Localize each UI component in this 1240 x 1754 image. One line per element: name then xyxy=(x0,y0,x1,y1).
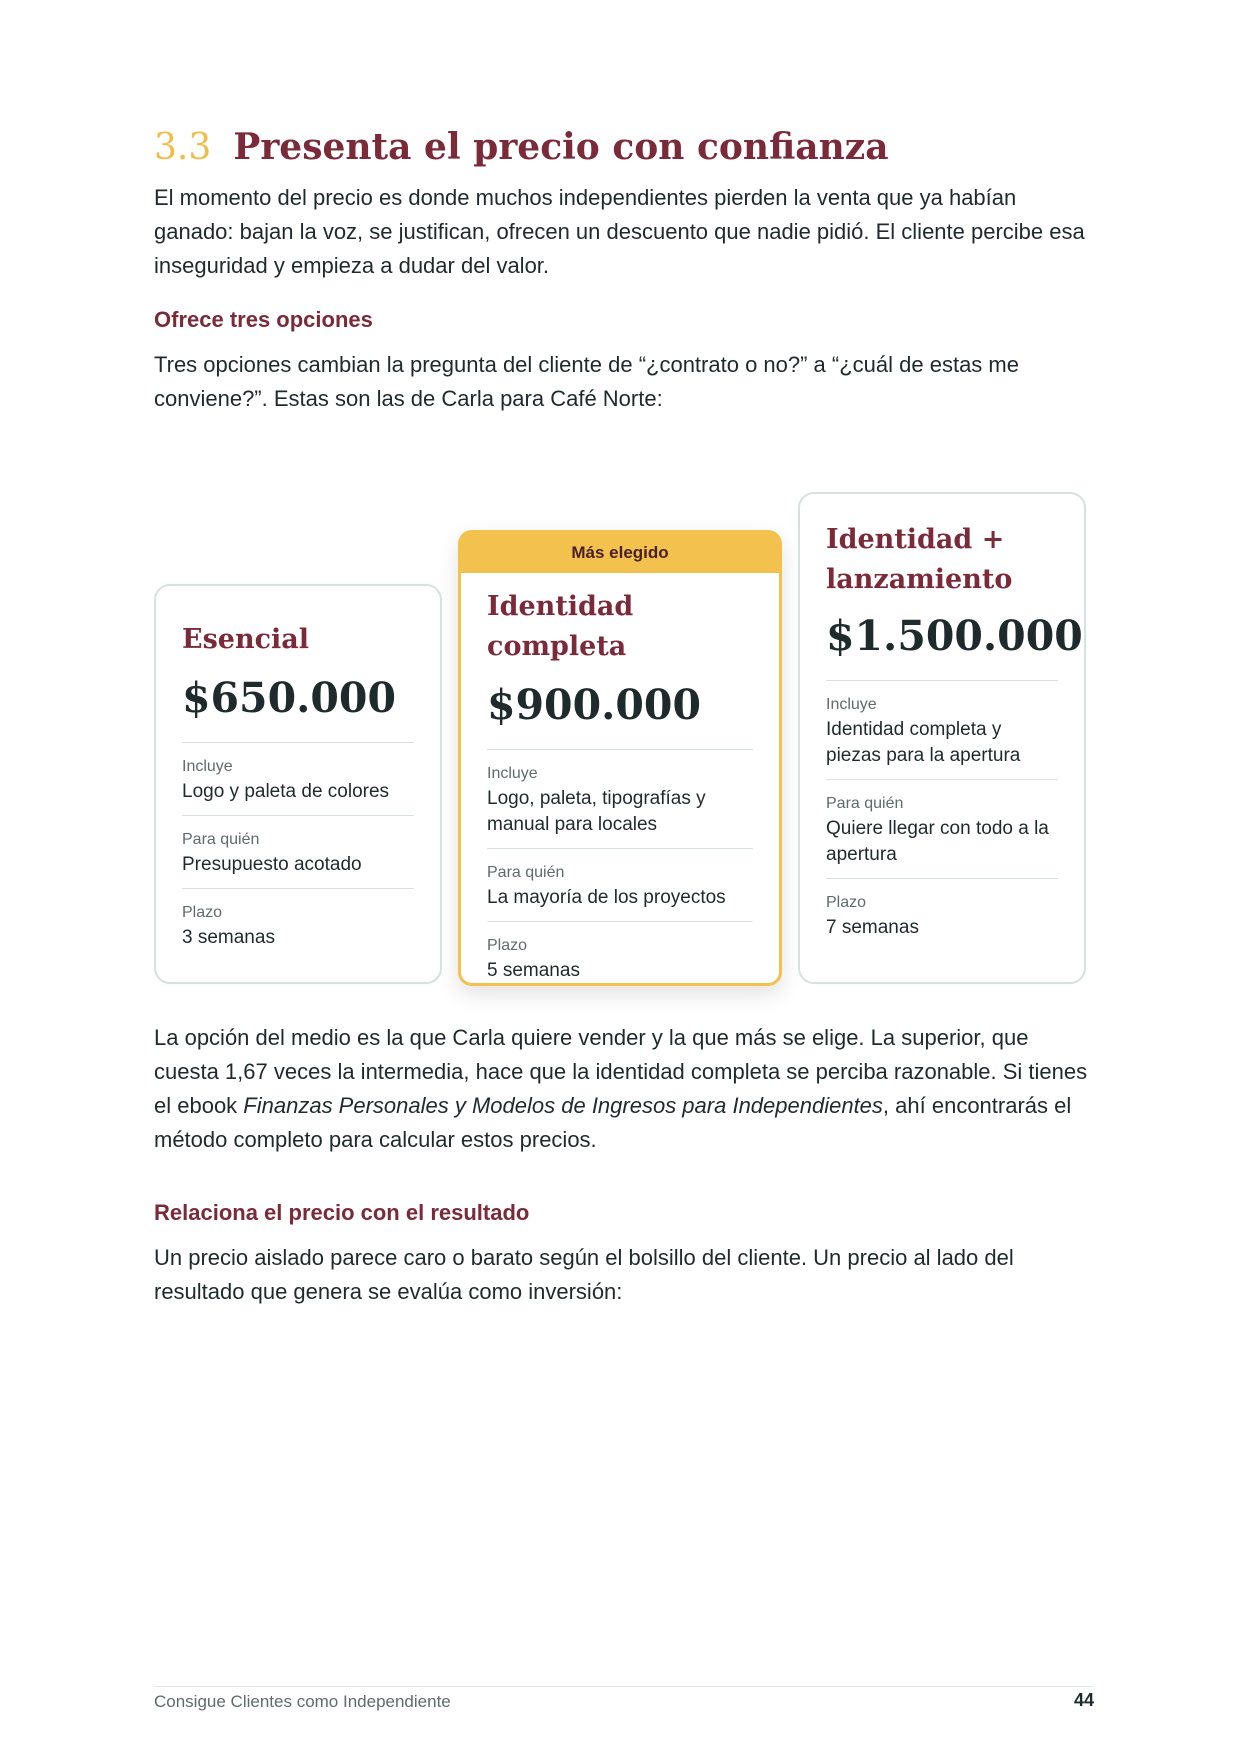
plan-row-includes xyxy=(487,749,753,848)
plan-row-audience xyxy=(487,848,753,921)
plan-name: Identidad completa xyxy=(487,591,634,662)
row-value: Identidad completa y piezas para la apertura xyxy=(826,719,1021,766)
section-title xyxy=(154,126,889,168)
page-number: 44 xyxy=(1073,1690,1094,1710)
explanation-text-end: , ahí encontrarás el método completo para calcular estos precios. xyxy=(154,1093,1072,1152)
row-value: 5 semanas xyxy=(487,960,580,981)
row-value: Logo y paleta de colores xyxy=(182,781,390,802)
section-title-text: Presenta el precio con confianza xyxy=(233,126,889,168)
plan-name: Identidad + lanzamiento xyxy=(826,524,1013,595)
explanation-text-start: La opción del medio es la que Carla quiere vender y la que más se elige. La superior, que cuesta 1,67 veces la intermedia, hace que la identidad completa se perciba razonable. Si tienes el ebook xyxy=(154,1025,1088,1118)
plan-card-esencial xyxy=(154,584,442,984)
plan-row-includes xyxy=(826,680,1058,779)
row-label: Incluye xyxy=(487,765,538,782)
row-label: Plazo xyxy=(826,894,867,911)
row-value: Presupuesto acotado xyxy=(182,854,362,875)
row-value: Logo, paleta, tipografías y manual para locales xyxy=(487,788,706,835)
intro-paragraph: El momento del precio es donde muchos independientes pierden la venta que ya habían ganado: bajan la voz, se justifican, ofrecen un descuento que nadie pidió. El cliente percibe esa inseguridad y empieza a dudar del valor. xyxy=(154,185,1085,278)
plan-row-audience xyxy=(182,815,414,888)
footer-divider xyxy=(154,1686,1094,1687)
ebook-title-link: Finanzas Personales y Modelos de Ingresos para Independientes xyxy=(243,1093,883,1118)
plan-card-identidad-lanzamiento xyxy=(798,492,1086,984)
row-label: Incluye xyxy=(182,758,233,775)
plan-row-timeframe xyxy=(826,878,1058,951)
row-value: 3 semanas xyxy=(182,927,275,948)
row-label: Para quién xyxy=(182,831,260,848)
plan-price: $1.500.000 xyxy=(826,612,1083,660)
subheading-options: Ofrece tres opciones xyxy=(154,307,373,332)
options-paragraph: Tres opciones cambian la pregunta del cliente de “¿contrato o no?” a “¿cuál de estas me conviene?”. Estas son las de Carla para Café Norte: xyxy=(154,352,1019,411)
plan-row-timeframe xyxy=(487,921,753,994)
plan-price: $650.000 xyxy=(182,674,396,722)
footer-book-title: Consigue Clientes como Independiente xyxy=(154,1692,451,1711)
row-value: La mayoría de los proyectos xyxy=(487,887,726,908)
row-label: Para quién xyxy=(826,795,904,812)
subheading-result: Relaciona el precio con el resultado xyxy=(154,1200,530,1225)
section-number: 3.3 xyxy=(154,127,212,168)
plan-price: $900.000 xyxy=(487,681,701,729)
row-label: Incluye xyxy=(826,696,877,713)
row-label: Para quién xyxy=(487,864,565,881)
plan-card-identidad-completa xyxy=(458,530,782,986)
plan-row-includes xyxy=(182,742,414,815)
row-value: Quiere llegar con todo a la apertura xyxy=(826,818,1049,865)
explanation-paragraph xyxy=(154,1021,1094,1157)
row-label: Plazo xyxy=(182,904,223,921)
plan-name: Esencial xyxy=(182,624,310,655)
row-label: Plazo xyxy=(487,937,528,954)
row-value: 7 semanas xyxy=(826,917,919,938)
most-chosen-badge: Más elegido xyxy=(461,533,779,573)
plan-row-audience xyxy=(826,779,1058,878)
plan-row-timeframe xyxy=(182,888,414,961)
result-paragraph: Un precio aislado parece caro o barato según el bolsillo del cliente. Un precio al lado del resultado que genera se evalúa como inversión: xyxy=(154,1245,1014,1304)
